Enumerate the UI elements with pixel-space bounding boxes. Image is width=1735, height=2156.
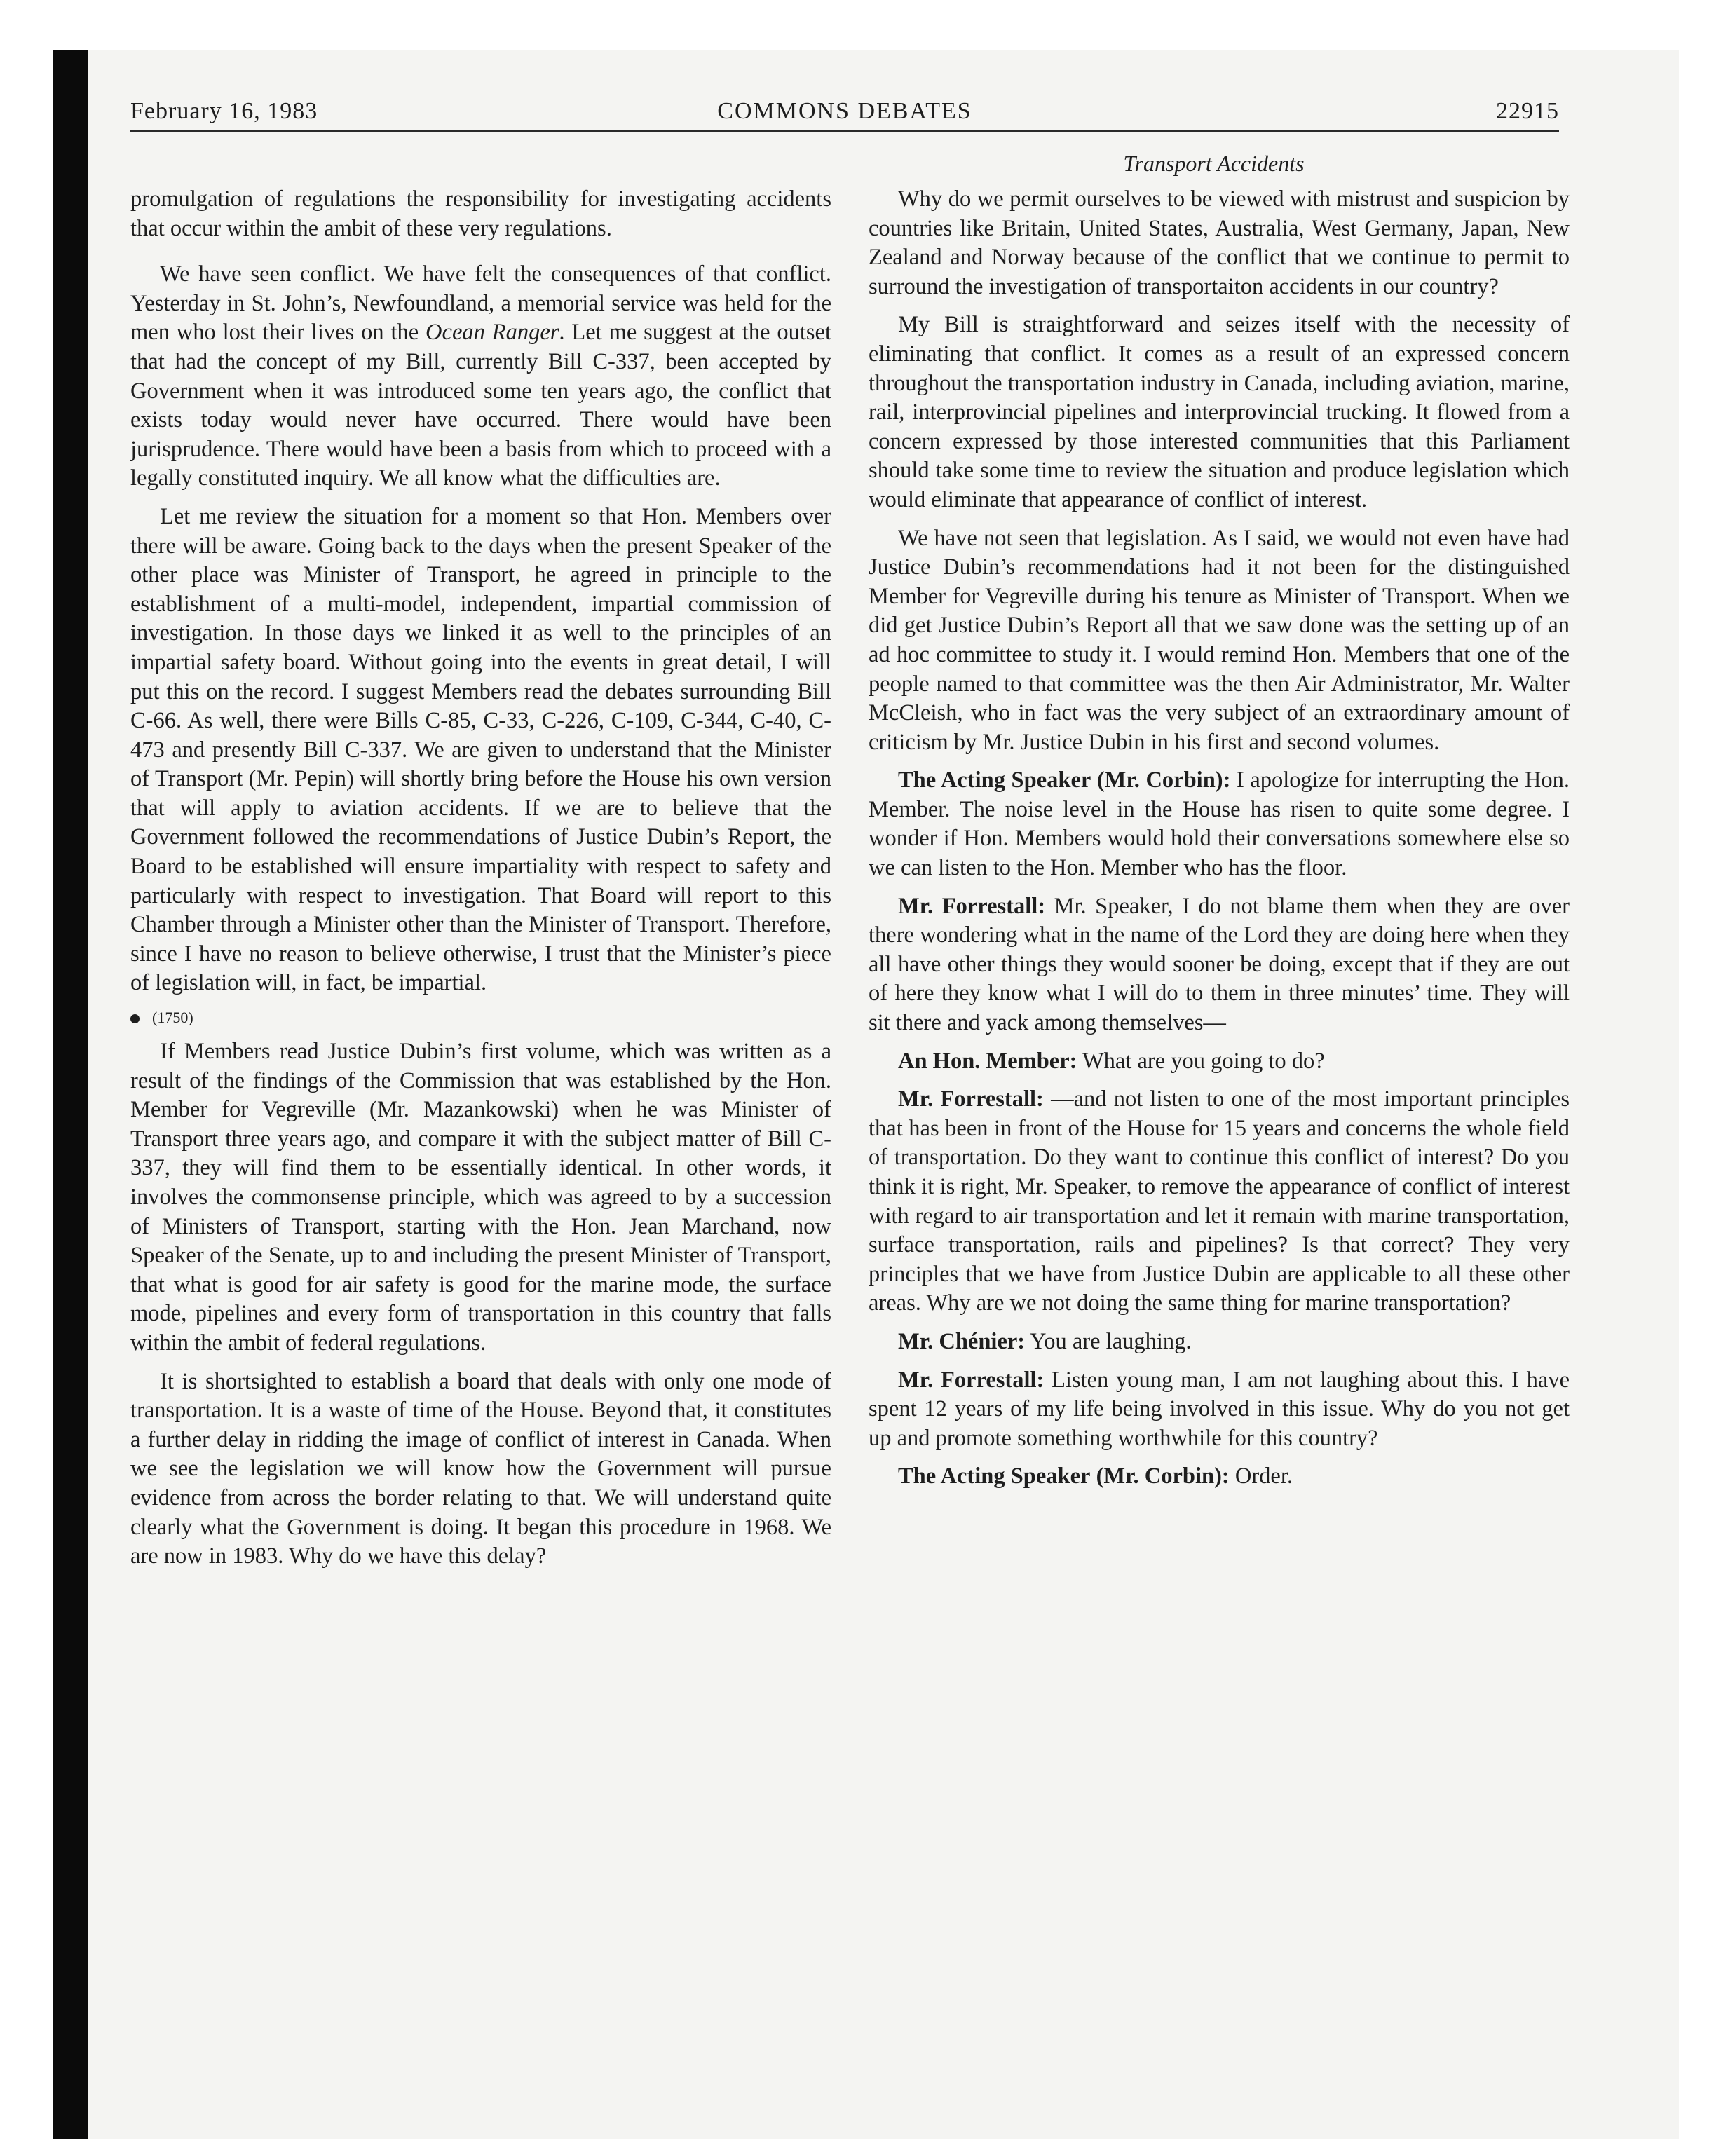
- bullet-icon: [130, 1014, 140, 1023]
- speech: [869, 766, 1570, 882]
- timestamp: (1750): [152, 1009, 193, 1027]
- speech-text: Listen young man, I am not laughing about this. I have spent 12 years of my life being involved in this issue. Why do you not get up and promote something worthwhile for this country?: [869, 1367, 1570, 1451]
- paragraph: [130, 260, 831, 493]
- paragraph-text: . Let me suggest at the outset that had the concept of my Bill, currently Bill C-337, been accepted by Government when it was introduced some ten years ago, the conflict that exists today would never have occurred. There would have been jurisprudence. There would have been a basis from which to proceed with a legally constituted inquiry. We all know what the difficulties are.: [130, 320, 831, 491]
- speaker-riding: (Mr. Corbin):: [1096, 1464, 1230, 1489]
- speech: [869, 892, 1570, 1038]
- speech-text: I apologize for interrupting the Hon. Member. The noise level in the House has risen to quite some degree. I wonder if Hon. Members would hold their conversations somewhere else so we can listen to the Hon. Member who has the floor.: [869, 767, 1570, 881]
- right-column: [869, 185, 1570, 1501]
- speech-text: Mr. Speaker, I do not blame them when they are over there wondering what in the name of the Lord they are doing here when they all have other things they would sooner be doing, except that if they are out of here they know what I will do to them in three minutes’ time. They will sit there and yack among themselves—: [869, 893, 1570, 1036]
- header-date: February 16, 1983: [130, 98, 318, 124]
- speech: [869, 1366, 1570, 1454]
- paragraph: If Members read Justice Dubin’s first volume, which was written as a result of the findings of the Commission that was established by the Hon. Member for Vegreville (Mr. Mazankowski) when he was Minister of Transport three years ago, and compare it with the subject matter of Bill C-337, they will find them to be essentially identical. In other words, it involves the commonsense principle, which was agreed to by a succession of Ministers of Transport, starting with the Hon. Jean Marchand, now Speaker of the Senate, up to and including the present Minister of Transport, that what is good for air safety is good for the marine mode, the surface mode, pipelines and every form of transportation in this country that falls within the ambit of federal regulations.: [130, 1039, 831, 1356]
- speaker-name: Mr. Forrestall:: [898, 1086, 1044, 1112]
- header-page-number: 22915: [1496, 98, 1559, 124]
- speech: [869, 1085, 1570, 1318]
- speaker-name: An Hon. Member:: [898, 1048, 1077, 1074]
- speaker-name: The Acting Speaker: [898, 1464, 1091, 1489]
- speech-text: You are laughing.: [1030, 1328, 1192, 1354]
- paragraph: Why do we permit ourselves to be viewed with mistrust and suspicion by countries like Britain, United States, Australia, West Germany, Japan, New Zealand and Norway because of the conflict that we continue to permit to surround the investigation of transportaiton accidents in our country?: [869, 186, 1570, 299]
- scan-binding-edge: [53, 50, 88, 2139]
- paragraph: My Bill is straightforward and seizes itself with the necessity of eliminating that conflict. It comes as a result of an expressed concern throughout the transportation industry in Canada, including aviation, marine, rail, interprovincial pipelines and interprovincial trucking. It flowed from a concern expressed by those interested communities that this Parliament should take some time to review the situation and produce legislation which would eliminate that appearance of conflict of interest.: [869, 312, 1570, 512]
- header-publication: COMMONS DEBATES: [717, 98, 972, 124]
- page-header: [130, 98, 1559, 132]
- running-title: Transport Accidents: [1123, 151, 1305, 176]
- vessel-name: Ocean Ranger: [426, 320, 559, 346]
- speech: [869, 1462, 1570, 1492]
- left-column: [130, 185, 831, 1581]
- timestamp-marker: [130, 1007, 831, 1028]
- paragraph: We have not seen that legislation. As I said, we would not even have had Justice Dubin’s recommendations had it not been for the distinguished Member for Vegreville during his tenure as Minister of Transport. When we did get Justice Dubin’s Report all that we saw done was the setting up of an ad hoc committee to study it. I would remind Hon. Members that one of the people named to that committee was the then Air Administrator, Mr. Walter McCleish, who in fact was the very subject of an extraordinary amount of criticism by Mr. Justice Dubin in his first and second volumes.: [869, 525, 1570, 755]
- speech-text: —and not listen to one of the most important principles that has been in front of the House for 15 years and concerns the whole field of transportation. Do they want to continue this conflict of interest? Do you think it is right, Mr. Speaker, to remove the appearance of conflict of interest with regard to air transportation and let it remain with marine transportation, surface transportation, rails and pipelines? Is that correct? They very principles that we have from Justice Dubin are applicable to all these other areas. Why are we not doing the same thing for marine transportation?: [869, 1086, 1570, 1316]
- speech: [869, 1328, 1570, 1357]
- speaker-name: Mr. Forrestall:: [898, 1367, 1045, 1393]
- speaker-name: Mr. Chénier:: [898, 1328, 1026, 1354]
- paragraph-text: We have seen conflict. We have felt the consequences of that conflict. Yesterday in St. John’s, Newfoundland, a memorial service was held for the men who lost their lives on the: [130, 261, 831, 346]
- paragraph: Let me review the situation for a moment so that Hon. Members over there will be aware. Going back to the days when the present Speaker of the other place was Minister of Transport, he agreed in principle to the establishment of a multi-model, independent, impartial commission of investigation. In those days we linked it as well to the principles of an impartial safety board. Without going into the events in great detail, I will put this on the record. I suggest Members read the debates surrounding Bill C-66. As well, there were Bills C-85, C-33, C-226, C-109, C-344, C-40, C-473 and presently Bill C-337. We are given to understand that the Minister of Transport (Mr. Pepin) will shortly bring before the House his own version that will apply to aviation accidents. If we are to believe that the Government followed the recommendations of Justice Dubin’s Report, the Board to be established will ensure impartiality with respect to safety and particularly with respect to investigation. That Board will report to this Chamber through a Minister other than the Minister of Transport. Therefore, since I have no reason to believe otherwise, I trust that the Minister’s piece of legislation will, in fact, be impartial.: [130, 503, 831, 996]
- speaker-riding: (Mr. Corbin):: [1096, 767, 1231, 793]
- speaker-name: The Acting Speaker: [898, 767, 1091, 793]
- paragraph: promulgation of regulations the responsibility for investigating accidents that occur within the ambit of these very regulations.: [130, 186, 831, 241]
- speech-text: Order.: [1234, 1464, 1293, 1489]
- speaker-name: Mr. Forrestall:: [898, 893, 1046, 919]
- paragraph: It is shortsighted to establish a board that deals with only one mode of transportation. It is a waste of time of the House. Beyond that, it constitutes a further delay in ridding the image of conflict of interest in Canada. When we see the legislation we will know how the Government will pursue evidence from across the border relating to that. We will understand quite clearly what the Government is doing. It began this procedure in 1968. We are now in 1983. Why do we have this delay?: [130, 1368, 831, 1569]
- speech: [869, 1047, 1570, 1077]
- speech-text: What are you going to do?: [1082, 1048, 1325, 1074]
